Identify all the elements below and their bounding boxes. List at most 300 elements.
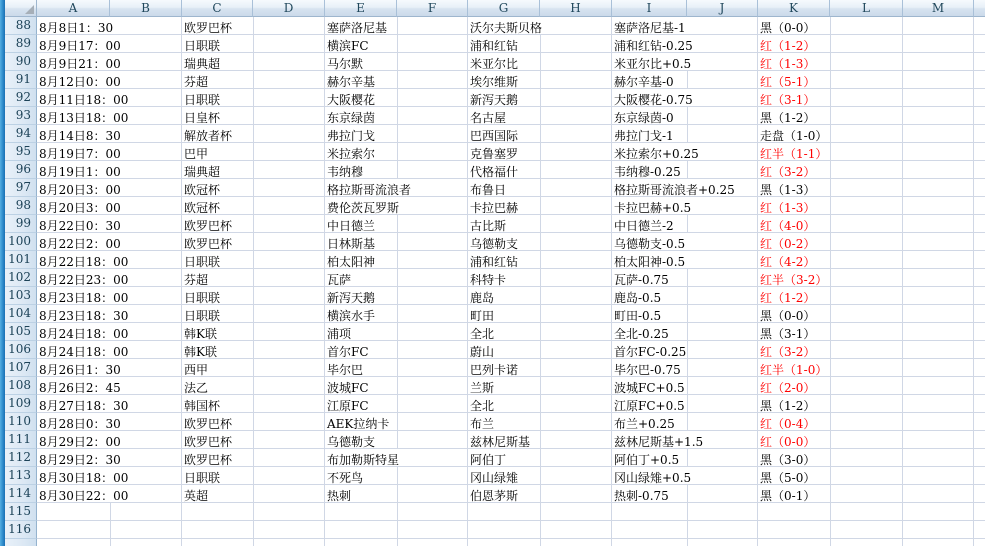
row-header-88[interactable]: 88: [5, 17, 37, 35]
league-cell[interactable]: [182, 71, 325, 89]
result-cell[interactable]: [758, 17, 903, 35]
home-team-cell[interactable]: [325, 197, 468, 215]
league-cell[interactable]: [182, 215, 325, 233]
home-team-cell[interactable]: [325, 179, 468, 197]
gridline-divider: [687, 107, 688, 124]
row-header-91[interactable]: 91: [5, 71, 37, 89]
home-team-cell[interactable]: [325, 287, 468, 305]
result-cell[interactable]: [758, 503, 903, 521]
column-header-K[interactable]: K: [758, 0, 830, 17]
result-cell[interactable]: [758, 215, 903, 233]
handicap-cell[interactable]: [612, 17, 758, 35]
cell-partial[interactable]: [974, 197, 985, 215]
time-cell[interactable]: [37, 89, 182, 107]
league-cell[interactable]: [182, 287, 325, 305]
result-cell[interactable]: [758, 71, 903, 89]
row-header-90[interactable]: 90: [5, 53, 37, 71]
home-team-cell[interactable]: [325, 233, 468, 251]
result-cell[interactable]: [758, 125, 903, 143]
handicap-cell[interactable]: [612, 323, 758, 341]
handicap-cell[interactable]: [612, 89, 758, 107]
time-cell[interactable]: [37, 413, 182, 431]
away-team-cell[interactable]: [468, 413, 612, 431]
home-team-cell[interactable]: [325, 431, 468, 449]
cell-M[interactable]: [903, 377, 974, 395]
home-team-cell[interactable]: [325, 359, 468, 377]
column-header-I[interactable]: I: [612, 0, 687, 17]
row-header-partial[interactable]: [5, 539, 37, 546]
result-cell[interactable]: [758, 179, 903, 197]
home-team-cell[interactable]: [325, 323, 468, 341]
row-header-112[interactable]: 112: [5, 449, 37, 467]
cell-M[interactable]: [903, 503, 974, 521]
league-cell[interactable]: [182, 107, 325, 125]
cell-partial[interactable]: [974, 395, 985, 413]
time-cell[interactable]: [37, 143, 182, 161]
gridline-divider: [687, 287, 688, 304]
row-header-104[interactable]: 104: [5, 305, 37, 323]
result-cell[interactable]: [758, 449, 903, 467]
time-cell[interactable]: [37, 233, 182, 251]
away-team-cell[interactable]: [468, 125, 612, 143]
row-header-115[interactable]: 115: [5, 503, 37, 521]
away-team-cell-text: 克鲁塞罗: [470, 147, 519, 161]
home-team-cell[interactable]: [325, 269, 468, 287]
result-cell[interactable]: [758, 485, 903, 503]
handicap-cell[interactable]: [612, 359, 758, 377]
row-header-95[interactable]: 95: [5, 143, 37, 161]
home-team-cell[interactable]: [325, 305, 468, 323]
column-header-E[interactable]: E: [325, 0, 397, 17]
cell-partial[interactable]: [974, 305, 985, 323]
row-header-107[interactable]: 107: [5, 359, 37, 377]
handicap-cell[interactable]: [612, 215, 758, 233]
cell-M[interactable]: [903, 215, 974, 233]
away-team-cell[interactable]: [468, 449, 612, 467]
away-team-cell[interactable]: [468, 17, 612, 35]
home-team-cell[interactable]: [325, 341, 468, 359]
row-header-105[interactable]: 105: [5, 323, 37, 341]
time-cell-text: 8月27日18：30: [39, 399, 129, 413]
home-team-cell[interactable]: [325, 125, 468, 143]
result-cell[interactable]: [758, 359, 903, 377]
row-header-108[interactable]: 108: [5, 377, 37, 395]
league-cell[interactable]: [182, 143, 325, 161]
home-team-cell[interactable]: [325, 89, 468, 107]
cell-partial[interactable]: [974, 521, 985, 539]
cell-M[interactable]: [903, 143, 974, 161]
time-cell[interactable]: [37, 341, 182, 359]
row-header-116[interactable]: 116: [5, 521, 37, 539]
league-cell[interactable]: [182, 395, 325, 413]
league-cell[interactable]: [182, 323, 325, 341]
time-cell[interactable]: [37, 431, 182, 449]
league-cell[interactable]: [182, 521, 325, 539]
home-team-cell[interactable]: [325, 251, 468, 269]
row-header-113[interactable]: 113: [5, 467, 37, 485]
away-team-cell[interactable]: [468, 107, 612, 125]
time-cell[interactable]: [37, 305, 182, 323]
cell-M[interactable]: [903, 305, 974, 323]
cell-partial[interactable]: [974, 53, 985, 71]
cell-partial[interactable]: [974, 89, 985, 107]
partial-cell[interactable]: [468, 539, 612, 546]
away-team-cell[interactable]: [468, 323, 612, 341]
away-team-cell[interactable]: [468, 233, 612, 251]
result-cell[interactable]: [758, 323, 903, 341]
cell-M[interactable]: [903, 323, 974, 341]
row-header-92[interactable]: 92: [5, 89, 37, 107]
row-header-109[interactable]: 109: [5, 395, 37, 413]
column-header-C[interactable]: C: [182, 0, 253, 17]
home-team-cell[interactable]: [325, 377, 468, 395]
cell-partial[interactable]: [974, 359, 985, 377]
time-cell[interactable]: [37, 251, 182, 269]
home-team-cell[interactable]: [325, 395, 468, 413]
away-team-cell[interactable]: [468, 503, 612, 521]
row-header-102[interactable]: 102: [5, 269, 37, 287]
home-team-cell[interactable]: [325, 449, 468, 467]
row-header-93[interactable]: 93: [5, 107, 37, 125]
row-header-106[interactable]: 106: [5, 341, 37, 359]
league-cell[interactable]: [182, 17, 325, 35]
away-team-cell[interactable]: [468, 71, 612, 89]
league-cell[interactable]: [182, 467, 325, 485]
league-cell[interactable]: [182, 341, 325, 359]
away-team-cell[interactable]: [468, 215, 612, 233]
away-team-cell[interactable]: [468, 269, 612, 287]
time-cell[interactable]: [37, 53, 182, 71]
time-cell[interactable]: [37, 485, 182, 503]
handicap-cell[interactable]: [612, 251, 758, 269]
time-cell[interactable]: [37, 215, 182, 233]
result-cell[interactable]: [758, 269, 903, 287]
handicap-cell[interactable]: [612, 143, 758, 161]
time-cell[interactable]: [37, 35, 182, 53]
cell-M[interactable]: [903, 161, 974, 179]
row-header-103[interactable]: 103: [5, 287, 37, 305]
away-team-cell[interactable]: [468, 341, 612, 359]
away-team-cell[interactable]: [468, 53, 612, 71]
home-team-cell[interactable]: [325, 71, 468, 89]
handicap-cell[interactable]: [612, 395, 758, 413]
gridline-divider: [540, 485, 541, 502]
league-cell[interactable]: [182, 431, 325, 449]
handicap-cell[interactable]: [612, 431, 758, 449]
home-team-cell[interactable]: [325, 107, 468, 125]
handicap-cell[interactable]: [612, 161, 758, 179]
away-team-cell[interactable]: [468, 467, 612, 485]
gridline-divider: [830, 341, 831, 358]
partial-cell[interactable]: [182, 539, 325, 546]
cell-M[interactable]: [903, 197, 974, 215]
result-cell[interactable]: [758, 413, 903, 431]
time-cell[interactable]: [37, 449, 182, 467]
cell-M[interactable]: [903, 233, 974, 251]
cell-partial[interactable]: [974, 143, 985, 161]
handicap-cell[interactable]: [612, 449, 758, 467]
time-cell[interactable]: [37, 269, 182, 287]
away-team-cell[interactable]: [468, 35, 612, 53]
cell-partial[interactable]: [974, 503, 985, 521]
handicap-cell[interactable]: [612, 179, 758, 197]
cell-M[interactable]: [903, 71, 974, 89]
row-header-101[interactable]: 101: [5, 251, 37, 269]
result-cell[interactable]: [758, 377, 903, 395]
away-team-cell[interactable]: [468, 485, 612, 503]
cell-M[interactable]: [903, 341, 974, 359]
away-team-cell[interactable]: [468, 251, 612, 269]
league-cell[interactable]: [182, 53, 325, 71]
cell-M[interactable]: [903, 431, 974, 449]
league-cell[interactable]: [182, 485, 325, 503]
row-header-99[interactable]: 99: [5, 215, 37, 233]
cell-partial[interactable]: [974, 17, 985, 35]
partial-cell[interactable]: [325, 539, 468, 546]
away-team-cell[interactable]: [468, 161, 612, 179]
league-cell[interactable]: [182, 305, 325, 323]
league-cell[interactable]: [182, 449, 325, 467]
result-cell[interactable]: [758, 143, 903, 161]
cell-partial[interactable]: [974, 251, 985, 269]
time-cell[interactable]: [37, 107, 182, 125]
cell-M[interactable]: [903, 413, 974, 431]
row-header-89[interactable]: 89: [5, 35, 37, 53]
cell-M[interactable]: [903, 521, 974, 539]
row-header-111[interactable]: 111: [5, 431, 37, 449]
league-cell[interactable]: [182, 125, 325, 143]
cell-partial[interactable]: [974, 377, 985, 395]
select-all-corner-button[interactable]: [5, 0, 37, 17]
cell-partial[interactable]: [974, 467, 985, 485]
column-header-L[interactable]: L: [830, 0, 903, 17]
handicap-cell[interactable]: [612, 341, 758, 359]
row-header-98[interactable]: 98: [5, 197, 37, 215]
cell-partial[interactable]: [974, 71, 985, 89]
home-team-cell[interactable]: [325, 467, 468, 485]
cell-partial[interactable]: [974, 323, 985, 341]
home-team-cell[interactable]: [325, 215, 468, 233]
cell-partial[interactable]: [974, 125, 985, 143]
handicap-cell[interactable]: [612, 125, 758, 143]
partial-cell[interactable]: [37, 539, 182, 546]
cell-partial[interactable]: [974, 449, 985, 467]
cell-partial[interactable]: [974, 431, 985, 449]
cell-M[interactable]: [903, 269, 974, 287]
time-cell[interactable]: [37, 161, 182, 179]
result-cell[interactable]: [758, 467, 903, 485]
handicap-cell[interactable]: [612, 485, 758, 503]
away-team-cell[interactable]: [468, 359, 612, 377]
handicap-cell[interactable]: [612, 467, 758, 485]
result-cell[interactable]: [758, 197, 903, 215]
result-cell[interactable]: [758, 521, 903, 539]
result-cell-text: 红（3-2）: [760, 165, 816, 179]
column-header-J[interactable]: J: [687, 0, 758, 17]
time-cell[interactable]: [37, 287, 182, 305]
cell-M[interactable]: [903, 251, 974, 269]
handicap-cell[interactable]: [612, 233, 758, 251]
league-cell[interactable]: [182, 35, 325, 53]
handicap-cell[interactable]: [612, 107, 758, 125]
home-team-cell[interactable]: [325, 413, 468, 431]
column-header-H[interactable]: H: [540, 0, 612, 17]
time-cell[interactable]: [37, 377, 182, 395]
time-cell[interactable]: [37, 71, 182, 89]
cell-M[interactable]: [903, 107, 974, 125]
away-team-cell[interactable]: [468, 143, 612, 161]
league-cell[interactable]: [182, 377, 325, 395]
handicap-cell[interactable]: [612, 287, 758, 305]
row-header-96[interactable]: 96: [5, 161, 37, 179]
home-team-cell[interactable]: [325, 485, 468, 503]
row-header-110[interactable]: 110: [5, 413, 37, 431]
gridline-divider: [397, 539, 398, 546]
cell-partial[interactable]: [974, 287, 985, 305]
cell-M[interactable]: [903, 485, 974, 503]
cell-partial[interactable]: [974, 35, 985, 53]
result-cell[interactable]: [758, 287, 903, 305]
home-team-cell[interactable]: [325, 521, 468, 539]
league-cell[interactable]: [182, 89, 325, 107]
cell-partial[interactable]: [974, 269, 985, 287]
result-cell[interactable]: [758, 395, 903, 413]
handicap-cell[interactable]: [612, 269, 758, 287]
result-cell[interactable]: [758, 53, 903, 71]
result-cell[interactable]: [758, 161, 903, 179]
time-cell[interactable]: [37, 323, 182, 341]
result-cell[interactable]: [758, 305, 903, 323]
gridline-divider: [687, 341, 688, 358]
column-header-F[interactable]: F: [397, 0, 468, 17]
away-team-cell[interactable]: [468, 89, 612, 107]
result-cell[interactable]: [758, 431, 903, 449]
home-team-cell[interactable]: [325, 161, 468, 179]
column-header-D[interactable]: D: [253, 0, 325, 17]
time-cell[interactable]: [37, 521, 182, 539]
handicap-cell[interactable]: [612, 53, 758, 71]
cell-M[interactable]: [903, 35, 974, 53]
column-header-G[interactable]: G: [468, 0, 540, 17]
cell-partial[interactable]: [974, 413, 985, 431]
result-cell[interactable]: [758, 35, 903, 53]
partial-cell[interactable]: [758, 539, 903, 546]
handicap-cell[interactable]: [612, 35, 758, 53]
result-cell[interactable]: [758, 107, 903, 125]
row-header-97[interactable]: 97: [5, 179, 37, 197]
handicap-cell[interactable]: [612, 377, 758, 395]
home-team-cell[interactable]: [325, 35, 468, 53]
cell-partial[interactable]: [974, 341, 985, 359]
cell-partial[interactable]: [974, 233, 985, 251]
handicap-cell[interactable]: [612, 71, 758, 89]
away-team-cell[interactable]: [468, 377, 612, 395]
time-cell[interactable]: [37, 17, 182, 35]
cell-partial[interactable]: [974, 107, 985, 125]
sheet-row-116: [5, 521, 985, 539]
cell-M[interactable]: [903, 179, 974, 197]
home-team-cell[interactable]: [325, 53, 468, 71]
row-header-94[interactable]: 94: [5, 125, 37, 143]
result-cell[interactable]: [758, 233, 903, 251]
league-cell[interactable]: [182, 251, 325, 269]
column-header-B[interactable]: B: [110, 0, 182, 17]
time-cell[interactable]: [37, 503, 182, 521]
handicap-cell[interactable]: [612, 521, 758, 539]
row-header-100[interactable]: 100: [5, 233, 37, 251]
cell-M[interactable]: [903, 449, 974, 467]
handicap-cell[interactable]: [612, 197, 758, 215]
home-team-cell[interactable]: [325, 503, 468, 521]
away-team-cell[interactable]: [468, 305, 612, 323]
away-team-cell[interactable]: [468, 395, 612, 413]
cell-partial[interactable]: [974, 161, 985, 179]
away-team-cell[interactable]: [468, 179, 612, 197]
result-cell[interactable]: [758, 341, 903, 359]
column-header-M[interactable]: M: [903, 0, 974, 17]
column-header-A[interactable]: A: [37, 0, 110, 17]
column-header-partial[interactable]: [974, 0, 985, 17]
result-cell[interactable]: [758, 251, 903, 269]
league-cell[interactable]: [182, 179, 325, 197]
cell-M[interactable]: [903, 89, 974, 107]
cell-M[interactable]: [903, 53, 974, 71]
cell-M[interactable]: [903, 17, 974, 35]
home-team-cell[interactable]: [325, 143, 468, 161]
time-cell[interactable]: [37, 197, 182, 215]
gridline-divider: [830, 233, 831, 250]
home-team-cell[interactable]: [325, 17, 468, 35]
cell-partial[interactable]: [974, 179, 985, 197]
cell-M[interactable]: [903, 287, 974, 305]
time-cell[interactable]: [37, 359, 182, 377]
result-cell[interactable]: [758, 89, 903, 107]
gridline-divider: [253, 197, 254, 214]
time-cell[interactable]: [37, 125, 182, 143]
handicap-cell[interactable]: [612, 413, 758, 431]
league-cell[interactable]: [182, 161, 325, 179]
league-cell[interactable]: [182, 503, 325, 521]
cell-M[interactable]: [903, 395, 974, 413]
partial-cell[interactable]: [903, 539, 974, 546]
handicap-cell[interactable]: [612, 503, 758, 521]
cell-partial[interactable]: [974, 215, 985, 233]
cell-M[interactable]: [903, 125, 974, 143]
away-team-cell[interactable]: [468, 431, 612, 449]
gridline-divider: [540, 467, 541, 484]
league-cell[interactable]: [182, 233, 325, 251]
time-cell-text: 8月14日8：30: [39, 129, 121, 143]
league-cell[interactable]: [182, 269, 325, 287]
time-cell[interactable]: [37, 395, 182, 413]
partial-cell[interactable]: [612, 539, 758, 546]
league-cell[interactable]: [182, 359, 325, 377]
away-team-cell[interactable]: [468, 521, 612, 539]
league-cell[interactable]: [182, 413, 325, 431]
row-header-114[interactable]: 114: [5, 485, 37, 503]
cell-M[interactable]: [903, 359, 974, 377]
away-team-cell[interactable]: [468, 287, 612, 305]
sheet-row-103: [5, 287, 985, 305]
away-team-cell[interactable]: [468, 197, 612, 215]
handicap-cell[interactable]: [612, 305, 758, 323]
league-cell[interactable]: [182, 197, 325, 215]
time-cell[interactable]: [37, 179, 182, 197]
away-team-cell-text: 伯恩茅斯: [470, 489, 519, 503]
time-cell[interactable]: [37, 467, 182, 485]
cell-M[interactable]: [903, 467, 974, 485]
cell-partial[interactable]: [974, 485, 985, 503]
